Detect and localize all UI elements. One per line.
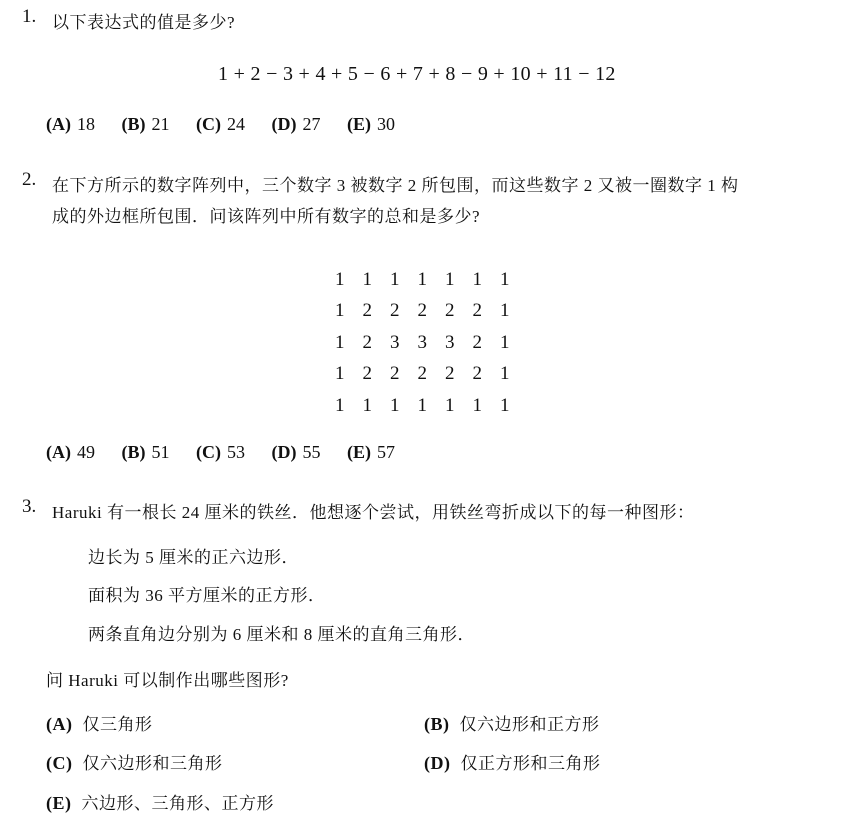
q2-line2: 成的外边框所包围．问该阵列中所有数字的总和是多少? xyxy=(52,207,481,226)
q3-item-triangle: 两条直角边分别为 6 厘米和 8 厘米的直角三角形． xyxy=(88,625,475,644)
grid-cell: 1 xyxy=(390,268,400,290)
q3-choice-a[interactable] xyxy=(46,710,153,735)
grid-cell: 2 xyxy=(390,363,400,385)
choice-value: 55 xyxy=(302,442,321,462)
grid-cell: 2 xyxy=(362,300,372,322)
grid-row xyxy=(326,296,519,328)
choice-label: (B) xyxy=(121,442,146,462)
grid-cell: 1 xyxy=(417,394,427,416)
grid-cell: 3 xyxy=(417,331,427,353)
q3-question: 问 Haruki 可以制作出哪些图形? xyxy=(46,671,289,690)
q1-expression: 1 + 2 − 3 + 4 + 5 − 6 + 7 + 8 − 9 + 10 + 11 − 12 xyxy=(218,63,616,85)
choice-label: (C) xyxy=(46,753,73,773)
number-grid xyxy=(326,264,519,422)
choice-label: (A) xyxy=(46,114,71,134)
grid-cell: 1 xyxy=(335,331,345,353)
grid-cell: 1 xyxy=(500,363,510,385)
q2-choice-c[interactable] xyxy=(196,442,245,463)
choice-label: (A) xyxy=(46,442,71,462)
q3-choice-e[interactable] xyxy=(46,789,274,814)
grid-cell: 1 xyxy=(335,363,345,385)
choice-value: 27 xyxy=(302,114,321,134)
q3-text: Haruki 有一根长 24 厘米的铁丝．他想逐个尝试，用铁丝弯折成以下的每一种图形： xyxy=(52,503,695,522)
choice-label: (D) xyxy=(271,442,297,462)
q2-choice-a[interactable] xyxy=(46,442,95,463)
q1-choice-e[interactable] xyxy=(347,114,395,135)
choice-value: 53 xyxy=(227,442,245,462)
grid-row xyxy=(326,390,519,422)
q1-choice-d[interactable] xyxy=(272,114,321,135)
choice-value: 仅正方形和三角形 xyxy=(460,754,601,773)
choice-label: (E) xyxy=(347,114,371,134)
q1-number: 1. xyxy=(22,6,37,27)
grid-cell: 2 xyxy=(445,363,455,385)
q2-number: 2. xyxy=(22,169,37,190)
q3-number: 3. xyxy=(22,496,37,517)
choice-value: 仅三角形 xyxy=(82,715,153,734)
q1-text: 以下表达式的值是多少? xyxy=(52,13,236,32)
grid-cell: 1 xyxy=(500,394,510,416)
grid-cell: 3 xyxy=(390,331,400,353)
grid-row xyxy=(326,264,519,296)
choice-value: 六边形、三角形、正方形 xyxy=(81,794,274,813)
choice-label: (D) xyxy=(424,753,451,773)
grid-cell: 1 xyxy=(390,394,400,416)
choice-value: 仅六边形和三角形 xyxy=(82,754,223,773)
choice-value: 21 xyxy=(151,114,170,134)
choice-label: (A) xyxy=(46,714,73,734)
grid-cell: 1 xyxy=(472,268,482,290)
grid-cell: 2 xyxy=(445,300,455,322)
q1-choice-a[interactable] xyxy=(46,114,95,135)
choice-label: (C) xyxy=(196,114,221,134)
grid-cell: 3 xyxy=(445,331,455,353)
q3-choice-d[interactable] xyxy=(424,749,601,774)
q2-choice-b[interactable] xyxy=(122,442,170,463)
grid-cell: 2 xyxy=(472,300,482,322)
choice-value: 18 xyxy=(77,114,95,134)
q3-choice-b[interactable] xyxy=(424,710,600,735)
choice-label: (B) xyxy=(121,114,146,134)
choice-value: 51 xyxy=(151,442,170,462)
choice-label: (B) xyxy=(424,714,450,734)
q2-choice-e[interactable] xyxy=(347,442,395,463)
grid-cell: 1 xyxy=(500,331,510,353)
q2-choices xyxy=(46,442,417,463)
grid-row xyxy=(326,359,519,391)
choice-label: (D) xyxy=(271,114,297,134)
q3-choice-c[interactable] xyxy=(46,749,223,774)
grid-cell: 2 xyxy=(362,363,372,385)
q1-choice-b[interactable] xyxy=(122,114,170,135)
grid-cell: 1 xyxy=(335,300,345,322)
grid-cell: 1 xyxy=(472,394,482,416)
grid-cell: 1 xyxy=(500,268,510,290)
grid-cell: 2 xyxy=(417,363,427,385)
choice-value: 24 xyxy=(227,114,245,134)
grid-cell: 1 xyxy=(417,268,427,290)
choice-label: (C) xyxy=(196,442,221,462)
grid-cell: 1 xyxy=(335,268,345,290)
q3-item-hexagon: 边长为 5 厘米的正六边形． xyxy=(88,548,299,567)
grid-row xyxy=(326,327,519,359)
choice-value: 30 xyxy=(377,114,395,134)
choice-label: (E) xyxy=(46,793,72,813)
grid-cell: 2 xyxy=(390,300,400,322)
q2-choice-d[interactable] xyxy=(272,442,321,463)
choice-value: 49 xyxy=(77,442,95,462)
grid-cell: 2 xyxy=(472,331,482,353)
choice-value: 仅六边形和正方形 xyxy=(459,715,600,734)
grid-cell: 1 xyxy=(445,268,455,290)
grid-cell: 1 xyxy=(362,268,372,290)
grid-cell: 1 xyxy=(500,300,510,322)
choice-value: 57 xyxy=(377,442,395,462)
grid-cell: 2 xyxy=(362,331,372,353)
q1-choices xyxy=(46,114,417,135)
grid-cell: 1 xyxy=(445,394,455,416)
grid-cell: 2 xyxy=(472,363,482,385)
grid-cell: 1 xyxy=(335,394,345,416)
q3-item-square: 面积为 36 平方厘米的正方形． xyxy=(88,586,326,605)
q2-line1: 在下方所示的数字阵列中，三个数字 3 被数字 2 所包围，而这些数字 2 又被一圈数字 1 构 xyxy=(52,176,739,195)
grid-cell: 2 xyxy=(417,300,427,322)
choice-label: (E) xyxy=(347,442,371,462)
grid-cell: 1 xyxy=(362,394,372,416)
q1-choice-c[interactable] xyxy=(196,114,245,135)
